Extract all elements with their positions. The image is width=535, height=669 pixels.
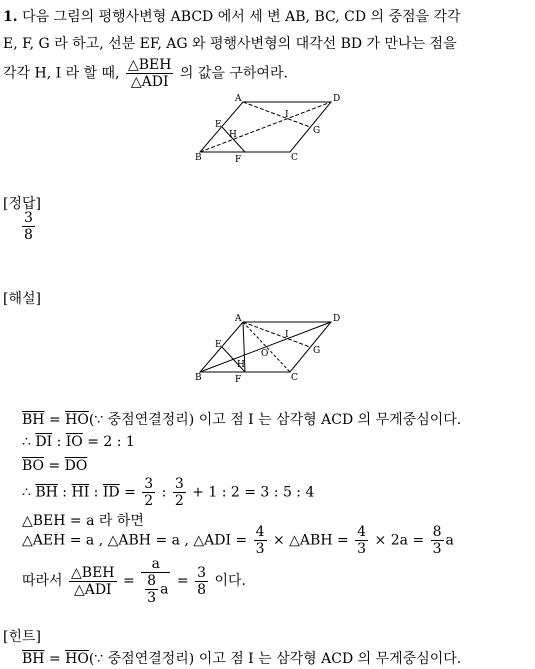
label-b-2: B [195, 373, 202, 383]
label-c: C [291, 153, 298, 163]
label-d-2: D [333, 314, 341, 324]
label-d: D [333, 94, 341, 104]
solution-line-1: $\overline{BH}$ = $\overline{HO}(\because$ 중점연결정리) 이고 점 I 는 삼각형 ACD 의 무게중심이다. [22, 412, 462, 428]
solution-line-7: 따라서 $\frac{\text{△BEH}}{\text{△ADI}}$ = a $\frac{8}{3}$ a = $\frac{3}{8}$ 이다. [22, 556, 246, 607]
solution-figure [195, 310, 345, 385]
problem-line-2: E, F, G 라 하고, 선분 EF, AG 와 평행사변형의 대각선 BD 가 만나는 점을 [3, 36, 457, 52]
label-a: A [235, 94, 242, 104]
solution-line-4: ∴ $\overline{BH}$ : $\overline{HI}$ : $\overline{ID}$ = $\frac{3}{2}$ : $\frac{3}{2}$ + 1 : 2 = 3 : 5 : 4 [22, 476, 315, 510]
label-g-2: G [313, 346, 321, 356]
solution-line-5: △BEH = a 라 하면 [22, 513, 144, 529]
answer-value: $\frac{3}{8}$ [24, 210, 33, 244]
parallelogram-figure [195, 90, 345, 165]
problem-line-3: 각각 H, I 라 할 때, $\frac{\text{△BEH}}{\text{△ADI}}$ 의 값을 구하여라. [3, 57, 288, 91]
solution-line-3: $\overline{BO} = \overline{DO}$ [22, 458, 88, 474]
label-h-2: H [237, 360, 245, 370]
label-g: G [313, 126, 321, 136]
answer-header: [정답] [3, 196, 41, 212]
label-e: E [215, 120, 222, 130]
label-h: H [229, 130, 237, 140]
solution-line-2: ∴ $\overline{DI}$ : $\overline{IO} = 2$ : 1 [22, 434, 135, 450]
label-f: F [235, 155, 242, 165]
problem-line-1: 1. 다음 그림의 평행사변형 ABCD 에서 세 변 AB, BC, CD 의 중점을 각각 [3, 9, 461, 25]
label-b: B [195, 153, 202, 163]
label-o: O [261, 349, 269, 359]
hint-header: [힌트] [3, 629, 41, 645]
label-f-2: F [235, 375, 242, 385]
problem-number: 1. [3, 9, 18, 25]
solution-header: [해설] [3, 291, 41, 307]
label-e-2: E [215, 340, 222, 350]
solution-line-6: △AEH = a , △ABH = a , △ADI = $\frac{4}{3}$ × △ABH = $\frac{4}{3}$ × 2a = $\frac{8}{3}$ a [22, 524, 454, 558]
label-c-2: C [291, 373, 298, 383]
ratio-fraction: $\frac{\text{△BEH}}{\text{△ADI}}$ [127, 57, 172, 91]
label-a-2: A [235, 314, 242, 324]
label-i: I [285, 110, 289, 120]
label-i-2: I [285, 330, 289, 340]
hint-line: $\overline{BH}$ = $\overline{HO}(\because$ 중점연결정리) 이고 점 I 는 삼각형 ACD 의 무게중심이다. [22, 651, 462, 667]
